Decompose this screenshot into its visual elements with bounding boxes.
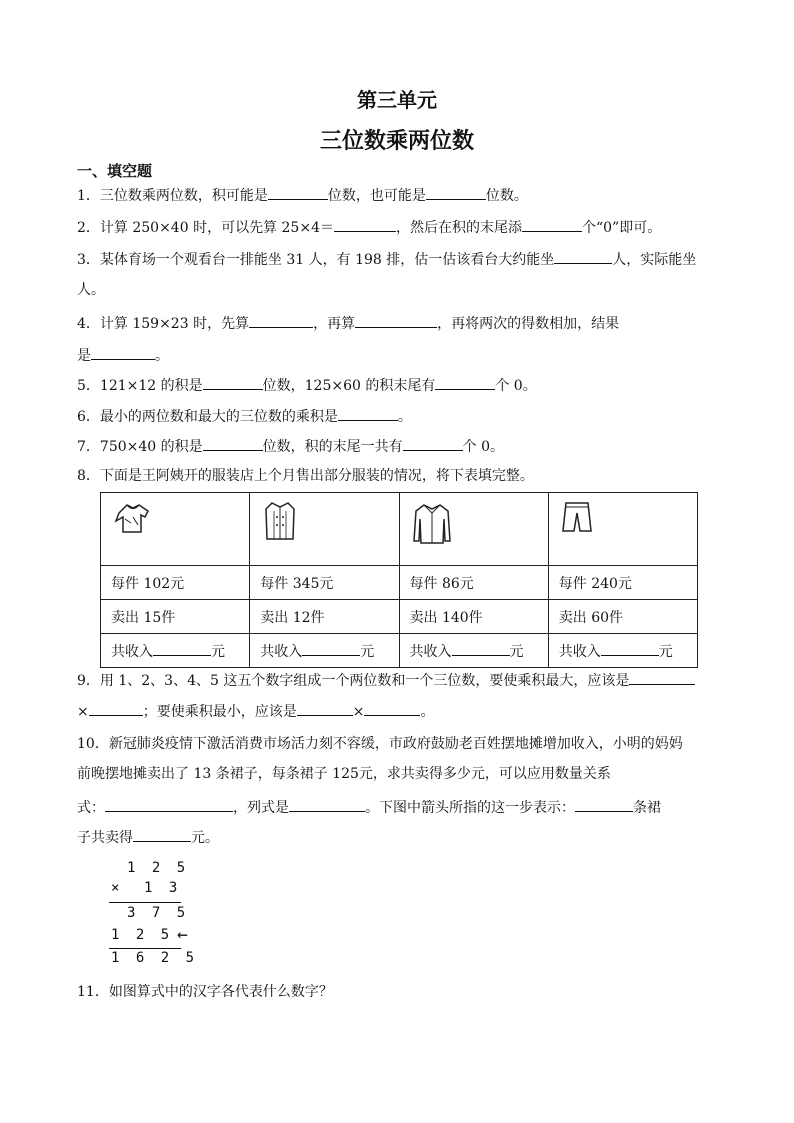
answer-blank[interactable]: [268, 184, 328, 200]
table-row: [101, 634, 698, 668]
answer-blank[interactable]: [364, 700, 420, 716]
answer-blank[interactable]: [426, 184, 486, 200]
answer-blank[interactable]: [91, 344, 155, 360]
question-3-cont: 人。: [77, 282, 105, 298]
table-cell: [250, 493, 399, 566]
question-10-line3: 式： ，列式是 。下图中箭头所指的这一步表示： 条裙: [77, 796, 661, 818]
sold-cell: 卖出 12件: [250, 600, 399, 634]
table-cell: [399, 493, 548, 566]
question-10: 10．新冠肺炎疫情下激活消费市场活力刻不容缓，市政府鼓励老百姓摆地摊增加收入，小明的妈妈: [77, 736, 683, 752]
answer-blank[interactable]: [153, 640, 211, 656]
table-cell: [101, 493, 250, 566]
divider-line: [109, 948, 181, 949]
partial-product-1: 3 7 5: [127, 905, 190, 921]
arrow-icon: ←: [177, 924, 192, 945]
shorts-icon: [559, 499, 595, 537]
price-cell: 每件 240元: [548, 566, 697, 600]
question-9-cont: × ；要使乘积最小，应该是 × 。: [77, 700, 434, 722]
question-8: 8．下面是王阿姨开的服装店上个月售出部分服装的情况，将下表填完整。: [77, 468, 534, 484]
table-cell: [548, 493, 697, 566]
answer-blank[interactable]: [452, 640, 510, 656]
question-10-line4: 子共卖得 元。: [77, 826, 219, 848]
sold-cell: 卖出 140件: [399, 600, 548, 634]
answer-blank[interactable]: [601, 640, 659, 656]
answer-blank[interactable]: [522, 216, 582, 232]
table-row: [101, 493, 698, 566]
page-title: 三位数乘两位数: [319, 128, 474, 154]
answer-blank[interactable]: [403, 435, 463, 451]
answer-blank[interactable]: [302, 640, 360, 656]
question-6: 6．最小的两位数和最大的三位数的乘积是 。: [77, 405, 412, 427]
clothes-sales-table: [100, 492, 698, 668]
answer-blank[interactable]: [575, 796, 633, 812]
table-row: [101, 566, 698, 600]
coat-icon: [260, 499, 300, 543]
question-11: 11．如图算式中的汉字各代表什么数字？: [77, 984, 333, 1000]
answer-blank[interactable]: [629, 669, 695, 685]
multiplicand: 1 2 5: [127, 860, 190, 876]
answer-blank[interactable]: [203, 374, 263, 390]
answer-blank[interactable]: [355, 312, 437, 328]
income-cell: 共收入 元: [250, 634, 399, 668]
question-4-cont: 是 。: [77, 344, 169, 366]
price-cell: 每件 86元: [399, 566, 548, 600]
sold-cell: 卖出 60件: [548, 600, 697, 634]
sweater-icon: [111, 499, 155, 539]
question-3: 3．某体育场一个观看台一排能坐 31 人，有 198 排，估一估该看台大约能坐 人，实际能坐: [77, 248, 696, 270]
income-cell: 共收入 元: [548, 634, 697, 668]
question-1: 1．三位数乘两位数，积可能是 位数，也可能是 位数。: [77, 184, 528, 206]
answer-blank[interactable]: [105, 796, 233, 812]
answer-blank[interactable]: [289, 796, 365, 812]
question-9: 9．用 1、2、3、4、5 这五个数字组成一个两位数和一个三位数，要使乘积最大，应该是: [77, 669, 695, 691]
question-7: 7．750×40 的积是 位数，积的末尾一共有 个 0。: [77, 435, 504, 457]
question-4: 4．计算 159×23 时，先算 ，再算 ，再将两次的得数相加，结果: [77, 312, 619, 334]
unit-title: 第三单元: [357, 88, 437, 112]
answer-blank[interactable]: [297, 700, 353, 716]
sold-cell: 卖出 15件: [101, 600, 250, 634]
income-cell: 共收入 元: [399, 634, 548, 668]
partial-product-2: 1 2 5: [111, 927, 174, 943]
section-heading: 一、填空题: [77, 162, 153, 180]
answer-blank[interactable]: [133, 826, 191, 842]
answer-blank[interactable]: [334, 216, 396, 232]
income-cell: 共收入 元: [101, 634, 250, 668]
table-row: [101, 600, 698, 634]
answer-blank[interactable]: [338, 405, 398, 421]
answer-blank[interactable]: [203, 435, 263, 451]
shirt-icon: [410, 499, 454, 547]
answer-blank[interactable]: [89, 700, 143, 716]
multiplier: 1 3: [144, 880, 182, 896]
question-10-line2: 前晚摆地摊卖出了 13 条裙子，每条裙子 125元，求共卖得多少元，可以应用数量关系: [77, 766, 611, 782]
answer-blank[interactable]: [435, 374, 495, 390]
vertical-multiplication: [107, 858, 219, 968]
answer-blank[interactable]: [554, 248, 612, 264]
final-product: 1 6 2 5: [111, 950, 199, 966]
divider-line: [109, 902, 181, 903]
price-cell: 每件 102元: [101, 566, 250, 600]
price-cell: 每件 345元: [250, 566, 399, 600]
question-5: 5．121×12 的积是 位数，125×60 的积末尾有 个 0。: [77, 374, 537, 396]
answer-blank[interactable]: [249, 312, 313, 328]
multiply-sign: ×: [111, 880, 124, 896]
question-2: 2．计算 250×40 时，可以先算 25×4＝ ，然后在积的末尾添 个“0”即可。: [77, 216, 661, 238]
